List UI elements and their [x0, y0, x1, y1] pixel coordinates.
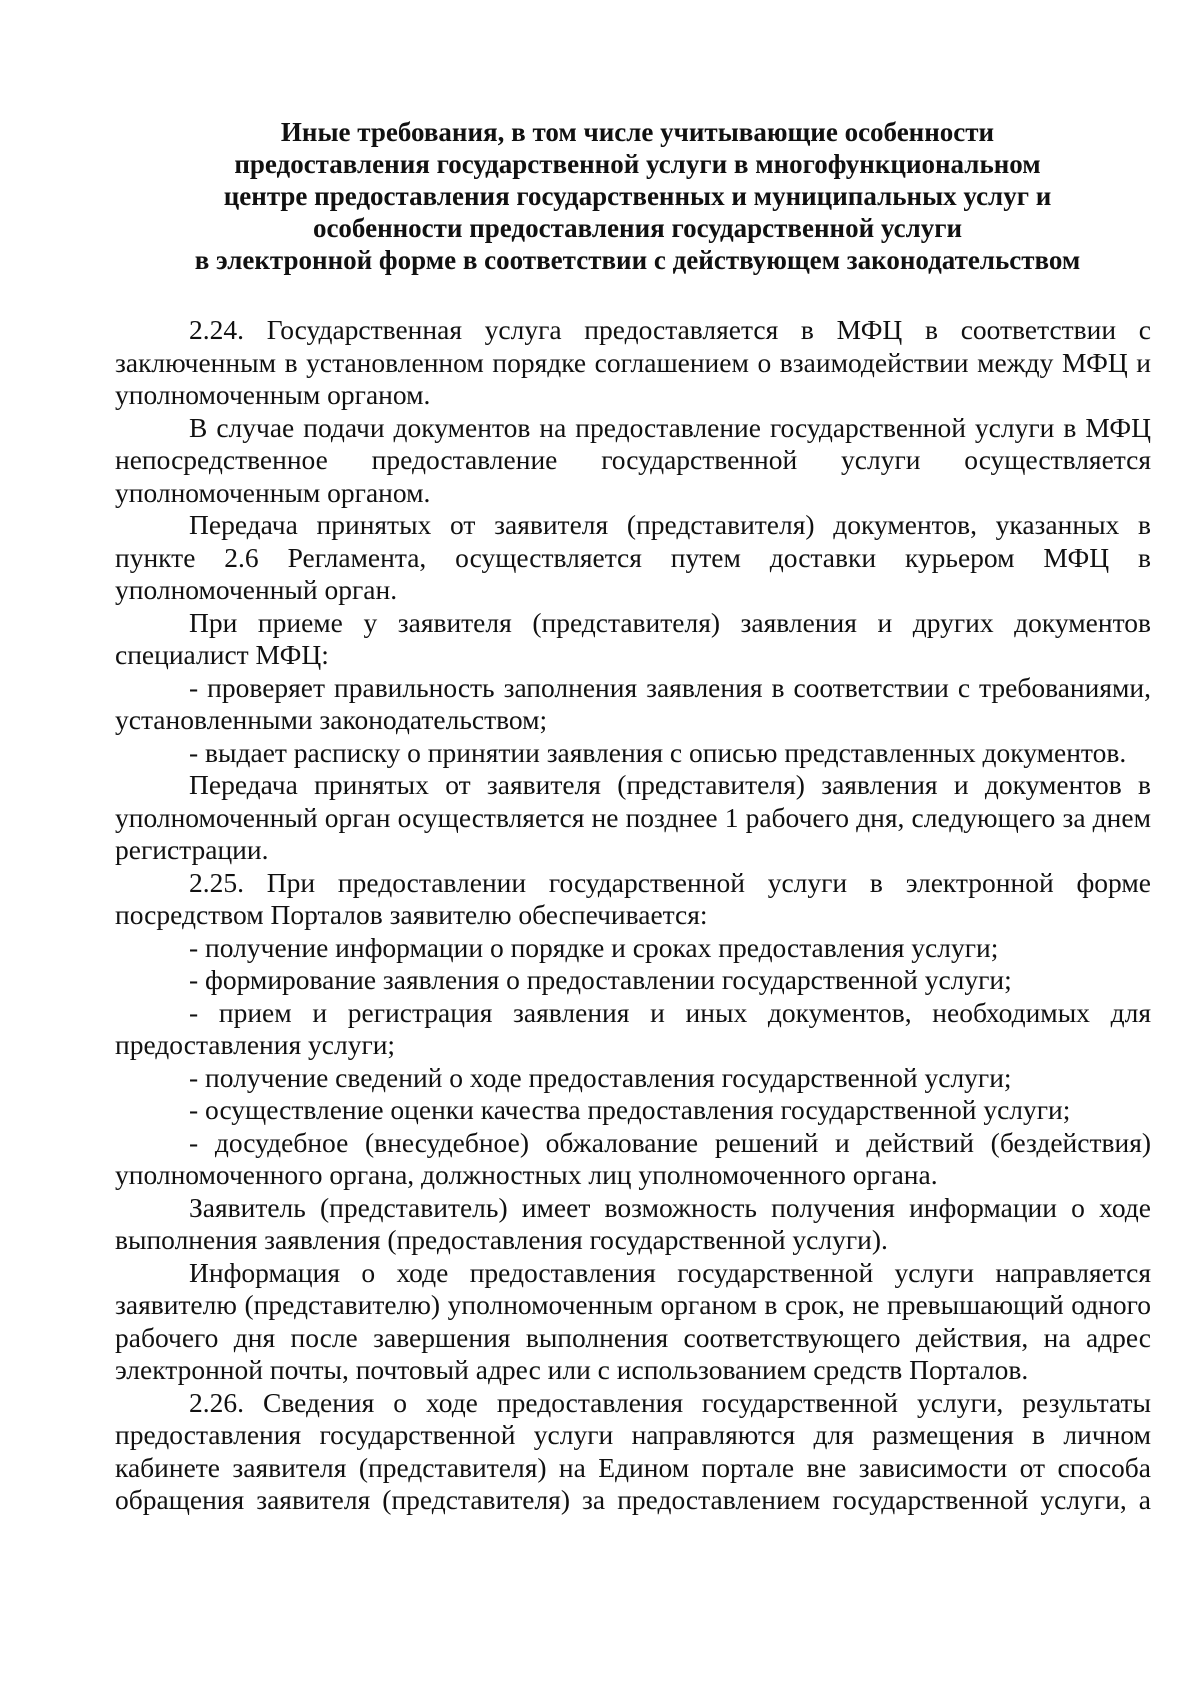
heading-line: особенности предоставления государственной услуги	[312, 213, 963, 243]
list-item: - прием и регистрация заявления и иных документов, необходимых для предоставления услуги;	[115, 996, 1151, 1060]
list-item: - получение информации о порядке и сроках предоставления услуги;	[189, 931, 999, 963]
document-body	[115, 314, 1151, 1517]
list-item: - досудебное (внесудебное) обжалование решений и действий (бездействия) уполномоченного органа, должностных лиц уполномоченного органа.	[115, 1126, 1151, 1190]
list-item: - выдает расписку о принятии заявления с описью представленных документов.	[189, 736, 1127, 768]
heading-line: Иные требования, в том числе учитывающие особенности	[280, 117, 995, 147]
heading-line: в электронной форме в соответствии с действующем законодательством	[194, 245, 1081, 275]
list-item: - осуществление оценки качества предоставления государственной услуги;	[189, 1094, 1071, 1125]
paragraph: Передача принятых от заявителя (представителя) документов, указанных в пункте 2.6 Регламента, осуществляется путем доставки курьером МФЦ в уполномоченный орган.	[115, 509, 1151, 605]
paragraph: При приеме у заявителя (представителя) заявления и других документов специалист МФЦ:	[115, 606, 1151, 670]
list-item: - получение сведений о ходе предоставления государственной услуги;	[189, 1061, 1012, 1093]
list-item: - проверяет правильность заполнения заявления в соответствии с требованиями, установленными законодательством;	[115, 671, 1151, 735]
paragraph: Передача принятых от заявителя (представителя) заявления и документов в уполномоченный орган осуществляется не позднее 1 рабочего дня, следующего за днем регистрации.	[115, 769, 1151, 865]
paragraph-2-25: 2.25. При предоставлении государственной услуги в электронной форме посредством Порталов заявителю обеспечивается:	[115, 866, 1151, 930]
heading-line: центре предоставления государственных и муниципальных услуг и	[223, 181, 1052, 211]
section-heading	[115, 116, 1160, 276]
paragraph-2-24: 2.24. Государственная услуга предоставляется в МФЦ в соответствии с заключенным в установленном порядке соглашением о взаимодействии между МФЦ и уполномоченным органом.	[115, 314, 1151, 410]
paragraph: Информация о ходе предоставления государственной услуги направляется заявителю (представителю) уполномоченным органом в срок, не превышающий одного рабочего дня после завершения выполнения соответствующего действия, на адрес электронной почты, почтовый адрес или с использованием средств Порталов.	[115, 1256, 1151, 1385]
paragraph: Заявитель (представитель) имеет возможность получения информации о ходе выполнения заявления (предоставления государственной услуги).	[115, 1191, 1151, 1255]
list-item: - формирование заявления о предоставлении государственной услуги;	[189, 964, 1012, 995]
paragraph: В случае подачи документов на предоставление государственной услуги в МФЦ непосредственное предоставление государственной услуги осуществляется уполномоченным органом.	[115, 411, 1151, 508]
paragraph-2-26: 2.26. Сведения о ходе предоставления государственной услуги, результаты предоставления государственной услуги направляются для размещения в личном кабинете заявителя (представителя) на Едином портале вне зависимости от способа обращения заявителя (представителя) за предоставлением государственной услуги, а	[115, 1386, 1151, 1515]
heading-line: предоставления государственной услуги в многофункциональном	[234, 149, 1041, 179]
